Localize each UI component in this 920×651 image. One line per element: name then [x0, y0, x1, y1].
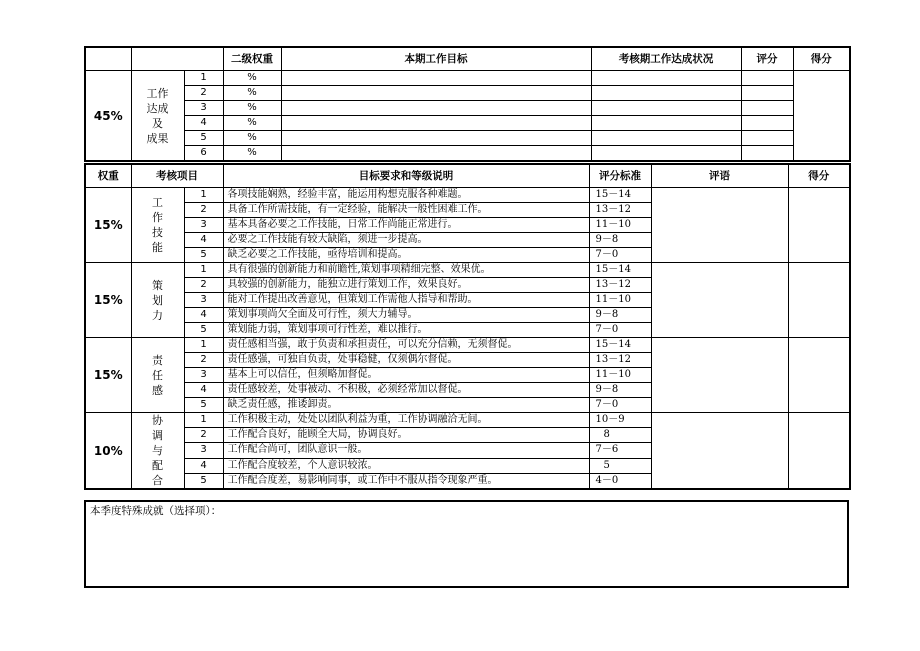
section-category: 责 任 感: [131, 338, 184, 413]
section-weight: 15%: [85, 338, 131, 413]
level-description: 必要之工作技能有较大缺陷，须进一步提高。: [223, 233, 589, 248]
level-description: 工作配合良好，能顾全大局，协调良好。: [223, 428, 589, 443]
score-standard: 4－0: [589, 473, 651, 489]
level-description: 能对工作提出改善意见，但策划工作需他人指导和帮助。: [223, 293, 589, 308]
score-standard: 8: [589, 428, 651, 443]
score-field[interactable]: [788, 188, 850, 263]
score-standard: 10－9: [589, 413, 651, 428]
row-number: 5: [184, 248, 223, 263]
score-standard: 7－0: [589, 248, 651, 263]
header-requirements: 目标要求和等级说明: [223, 164, 589, 188]
header-score: 得分: [788, 164, 850, 188]
score-standard: 7－0: [589, 398, 651, 413]
row-number: 4: [184, 116, 223, 131]
header-rating: 评分: [741, 47, 793, 71]
goal-field[interactable]: [281, 131, 591, 146]
evaluation-table: [84, 163, 851, 490]
section-category: 工作 达成 及 成果: [131, 71, 184, 162]
level-description: 责任感相当强，敢于负责和承担责任，可以充分信赖，无须督促。: [223, 338, 589, 353]
special-achievement-label: 本季度特殊成就（选择项）：: [90, 505, 222, 517]
row-number: 1: [184, 71, 223, 86]
row-number: 2: [184, 278, 223, 293]
section-category: 工 作 技 能: [131, 188, 184, 263]
rating-field[interactable]: [741, 101, 793, 116]
header-weight: 权重: [85, 164, 131, 188]
section-weight: 10%: [85, 413, 131, 490]
percent-field[interactable]: %: [223, 71, 281, 86]
level-description: 具有很强的创新能力和前瞻性,策划事项精细完整、效果优。: [223, 263, 589, 278]
level-description: 策划能力弱，策划事项可行性差，难以推行。: [223, 323, 589, 338]
header-standard: 评分标准: [589, 164, 651, 188]
header-period-goal: 本期工作目标: [281, 47, 591, 71]
percent-field[interactable]: %: [223, 116, 281, 131]
header-item: 考核项目: [131, 164, 223, 188]
comment-field[interactable]: [651, 263, 788, 338]
score-field[interactable]: [788, 338, 850, 413]
work-goal-table: [84, 46, 851, 162]
score-standard: 9－8: [589, 308, 651, 323]
header-score: 得分: [793, 47, 850, 71]
status-field[interactable]: [591, 101, 741, 116]
status-field[interactable]: [591, 86, 741, 101]
special-achievement-field[interactable]: [85, 501, 848, 587]
header-comment: 评语: [651, 164, 788, 188]
row-number: 4: [184, 308, 223, 323]
score-standard: 11－10: [589, 368, 651, 383]
level-description: 具较强的创新能力，能独立进行策划工作，效果良好。: [223, 278, 589, 293]
section-weight: 15%: [85, 263, 131, 338]
score-standard: 9－8: [589, 233, 651, 248]
score-standard: 13－12: [589, 278, 651, 293]
score-standard: 15－14: [589, 188, 651, 203]
percent-field[interactable]: %: [223, 101, 281, 116]
level-description: 工作配合尚可，团队意识一般。: [223, 443, 589, 458]
percent-field[interactable]: %: [223, 146, 281, 162]
header-secondary-weight: 二级权重: [223, 47, 281, 71]
row-number: 5: [184, 323, 223, 338]
special-achievement-table: [84, 500, 849, 588]
level-description: 各项技能娴熟，经验丰富，能运用构想克服各种难题。: [223, 188, 589, 203]
section-category: 策 划 力: [131, 263, 184, 338]
row-number: 3: [184, 368, 223, 383]
goal-field[interactable]: [281, 116, 591, 131]
level-description: 工作配合度较差，个人意识较浓。: [223, 458, 589, 473]
row-number: 3: [184, 293, 223, 308]
level-description: 缺乏必要之工作技能，亟待培训和提高。: [223, 248, 589, 263]
row-number: 4: [184, 233, 223, 248]
score-standard: 15－14: [589, 263, 651, 278]
level-description: 工作积极主动，处处以团队利益为重，工作协调融洽无间。: [223, 413, 589, 428]
level-description: 责任感较差，处事被动、不积极，必须经常加以督促。: [223, 383, 589, 398]
row-number: 3: [184, 443, 223, 458]
header-achievement-status: 考核期工作达成状况: [591, 47, 741, 71]
section-weight: 15%: [85, 188, 131, 263]
score-standard: 13－12: [589, 353, 651, 368]
percent-field[interactable]: %: [223, 131, 281, 146]
rating-field[interactable]: [741, 86, 793, 101]
comment-field[interactable]: [651, 188, 788, 263]
section-category: 协 调 与 配 合: [131, 413, 184, 490]
status-field[interactable]: [591, 116, 741, 131]
row-number: 2: [184, 353, 223, 368]
status-field[interactable]: [591, 71, 741, 86]
score-standard: 11－10: [589, 218, 651, 233]
comment-field[interactable]: [651, 413, 788, 490]
row-number: 2: [184, 86, 223, 101]
level-description: 策划事项尚欠全面及可行性，须大力辅导。: [223, 308, 589, 323]
level-description: 基本具备必要之工作技能，日常工作尚能正常进行。: [223, 218, 589, 233]
goal-field[interactable]: [281, 146, 591, 162]
row-number: 3: [184, 218, 223, 233]
row-number: 2: [184, 428, 223, 443]
status-field[interactable]: [591, 146, 741, 162]
row-number: 5: [184, 473, 223, 489]
level-description: 具备工作所需技能，有一定经验，能解决一般性困难工作。: [223, 203, 589, 218]
row-number: 1: [184, 413, 223, 428]
row-number: 4: [184, 458, 223, 473]
score-field[interactable]: [788, 263, 850, 338]
row-number: 5: [184, 131, 223, 146]
score-standard: 15－14: [589, 338, 651, 353]
score-standard: 11－10: [589, 293, 651, 308]
score-standard: 5: [589, 458, 651, 473]
goal-field[interactable]: [281, 101, 591, 116]
row-number: 1: [184, 188, 223, 203]
comment-field[interactable]: [651, 338, 788, 413]
rating-field[interactable]: [741, 146, 793, 162]
level-description: 责任感强，可独自负责，处事稳健，仅须偶尔督促。: [223, 353, 589, 368]
score-standard: 9－8: [589, 383, 651, 398]
row-number: 4: [184, 383, 223, 398]
row-number: 5: [184, 398, 223, 413]
score-standard: 7－6: [589, 443, 651, 458]
level-description: 工作配合度差，易影响同事，或工作中不服从指令现象严重。: [223, 473, 589, 489]
percent-field[interactable]: %: [223, 86, 281, 101]
goal-field[interactable]: [281, 71, 591, 86]
row-number: 6: [184, 146, 223, 162]
score-standard: 7－0: [589, 323, 651, 338]
section-weight: 45%: [85, 71, 131, 162]
rating-field[interactable]: [741, 71, 793, 86]
row-number: 3: [184, 101, 223, 116]
score-standard: 13－12: [589, 203, 651, 218]
blank-header-cell: [131, 47, 223, 71]
blank-header-cell: [85, 47, 131, 71]
goal-field[interactable]: [281, 86, 591, 101]
level-description: 缺乏责任感，推诿卸责。: [223, 398, 589, 413]
score-field[interactable]: [788, 413, 850, 490]
status-field[interactable]: [591, 131, 741, 146]
score-field[interactable]: [793, 71, 850, 162]
row-number: 1: [184, 263, 223, 278]
row-number: 1: [184, 338, 223, 353]
level-description: 基本上可以信任，但须略加督促。: [223, 368, 589, 383]
rating-field[interactable]: [741, 116, 793, 131]
rating-field[interactable]: [741, 131, 793, 146]
row-number: 2: [184, 203, 223, 218]
